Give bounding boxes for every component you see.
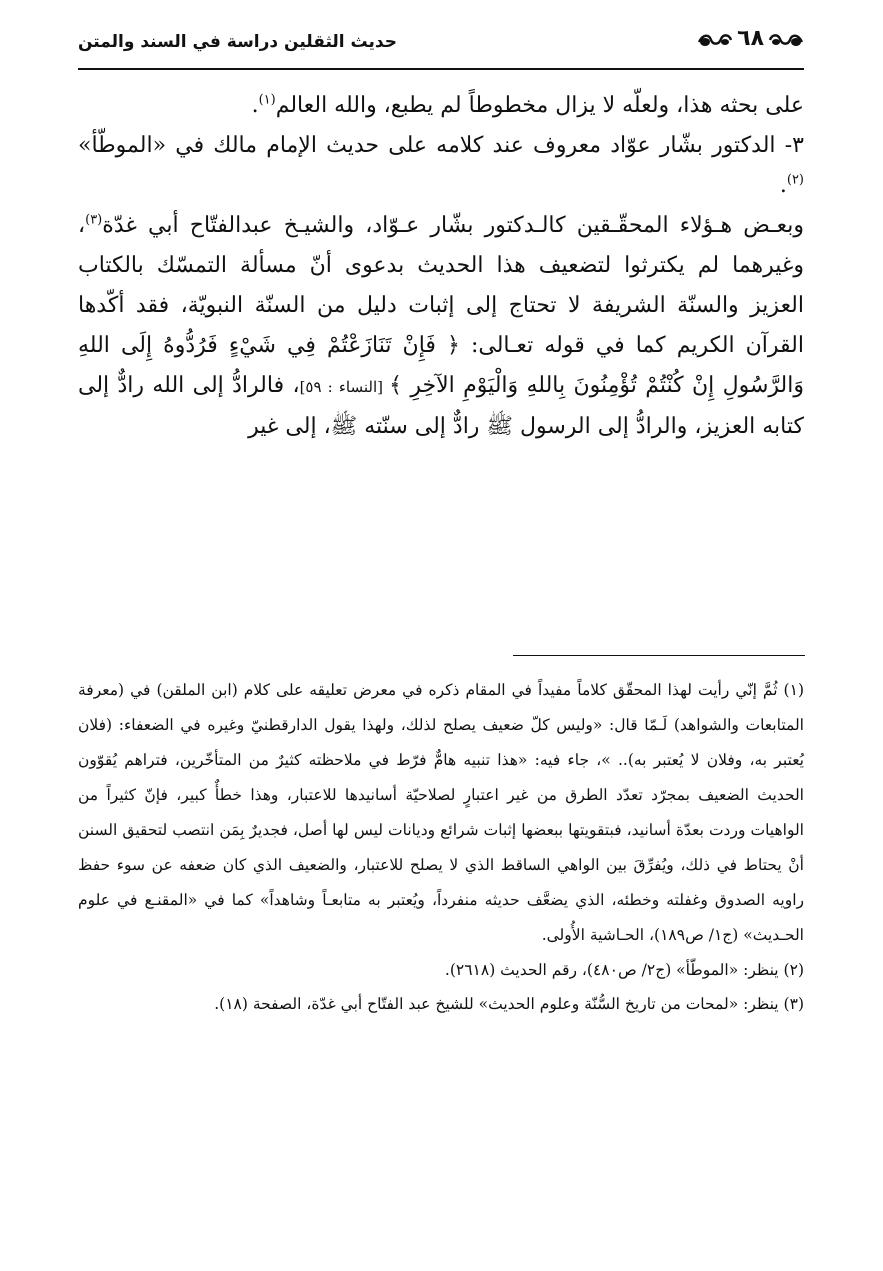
paragraph-1-end: .	[251, 93, 259, 118]
paragraph-1	[78, 86, 804, 126]
quran-verse: ﴿ فَإِنْ تَنَازَعْتُمْ فِي شَيْءٍ فَرُدُّوهُ إِلَى اللهِ وَالرَّسُولِ إِنْ كُنْتُمْ تُؤْمِنُونَ بِاللهِ وَالْيَوْمِ الآخِرِ ﴾	[78, 333, 804, 398]
footnote-3	[78, 987, 804, 1021]
footnote-ref-1: (١)	[258, 92, 276, 108]
footnote-2-text: ينظر: «الموطّأ» (ج٢/ ص٤٨٠)، رقم الحديث (٢٦١٨).	[444, 961, 779, 979]
footnote-2	[78, 953, 804, 987]
footnote-3-number: (٣)	[783, 995, 804, 1013]
footnotes	[78, 673, 804, 1021]
paragraph-3	[78, 206, 804, 447]
page-header	[78, 20, 804, 72]
paragraph-2-text: ٣- الدكتور بشّار عوّاد معروف عند كلامه على حديث الإمام مالك في «الموطّأ»	[78, 133, 804, 158]
footnote-ref-2: (٢)	[786, 172, 804, 188]
paragraph-3-text-b: ، وغيرهما لم يكترثوا لتضعيف هذا الحديث بدعوى أنّ مسألة التمسّك بالكتاب العزيز والسنّة الشريفة لا تحتاج إلى إثبات دليل من السنّة النبويّة، فقد أكّدها القرآن الكريم كما في قوله تعـالى:	[78, 213, 805, 358]
paragraph-3-text-a: وبعـض هـؤلاء المحقّـقين كالـدكتور بشّار عـوّاد، والشيـخ عبدالفتّاح أبي غدّة	[102, 213, 804, 238]
ornament-right-icon	[768, 30, 804, 48]
ornament-left-icon	[697, 30, 733, 48]
page-number-block	[697, 28, 804, 50]
footnote-1	[78, 673, 804, 953]
footnote-3-text: ينظر: «لمحات من تاريخ السُّنّة وعلوم الحديث» للشيخ عبد الفتّاح أبي غدّة، الصفحة (١٨).	[214, 995, 779, 1013]
paragraph-2	[78, 126, 804, 206]
footnote-separator	[513, 655, 805, 656]
footnote-1-text: ثُمَّ إنّي رأيت لهذا المحقّق كلاماً مفيداً في المقام ذكره في معرض تعليقه على كلام (ابن الملقن) في (معرفة المتابعات والشواهد) لَـمّا قال: «وليس كلّ ضعيف يصلح لذلك، ولهذا يقول الدارقطنيّ وغيره في الضعفاء: (فلان يُعتبر به، وفلان لا يُعتبر به).. »، جاء فيه: «هذا تنبيه هامٌّ فرّط في ملاحظته كثيرٌ من المتأخّرين، فتراهم يُقوّون الحديث الضعيف بمجرّد تعدّد الطرق من غير اعتبارٍ لصلاحيّة أسانيدها للاعتبار، وهذا خطأٌ كبير، فإنّ كثيراً من الواهيات وردت بعدّة أسانيد، فبتقويتها ببعضها إثبات شرائع وديانات ليس لها أصل، فجديرٌ بِمَن انتصب لتحقيق السنن أنْ يحتاط في ذلك، ويُفرِّقَ بين الواهي الساقط الذي لا يصلح للاعتبار، والضعيف الذي كان ضعفه عن سوء حفظ راويه الصدوق وغفلته وخطئه، الذي يضعَّف حديثه منفرداً، ويُعتبر به متابعـاً وشاهداً» كما في «المقنـع في علوم الحـديث» (ج١/ ص١٨٩)، الحـاشية الأُولى.	[78, 681, 804, 944]
paragraph-3-text-c: ، فالرادُّ إلى الله رادٌّ إلى كتابه العزيز، والرادُّ إلى الرسول ﷺ رادٌّ إلى سنّته ﷺ، إلى غير	[78, 373, 804, 439]
quran-reference: [النساء : ٥٩]	[299, 378, 390, 396]
footnote-1-number: (١)	[783, 681, 804, 699]
footnote-2-number: (٢)	[783, 961, 804, 979]
main-text	[78, 86, 804, 447]
page-number: ٦٨	[737, 26, 764, 51]
paragraph-2-end: .	[779, 173, 787, 198]
paragraph-1-text: على بحثه هذا، ولعلّه لا يزال مخطوطاً لم يطبع، والله العالم	[275, 93, 804, 118]
header-rule	[78, 68, 804, 70]
running-title: حديث الثقلين دراسة في السند والمتن	[78, 32, 397, 52]
footnote-ref-3: (٣)	[85, 212, 103, 228]
